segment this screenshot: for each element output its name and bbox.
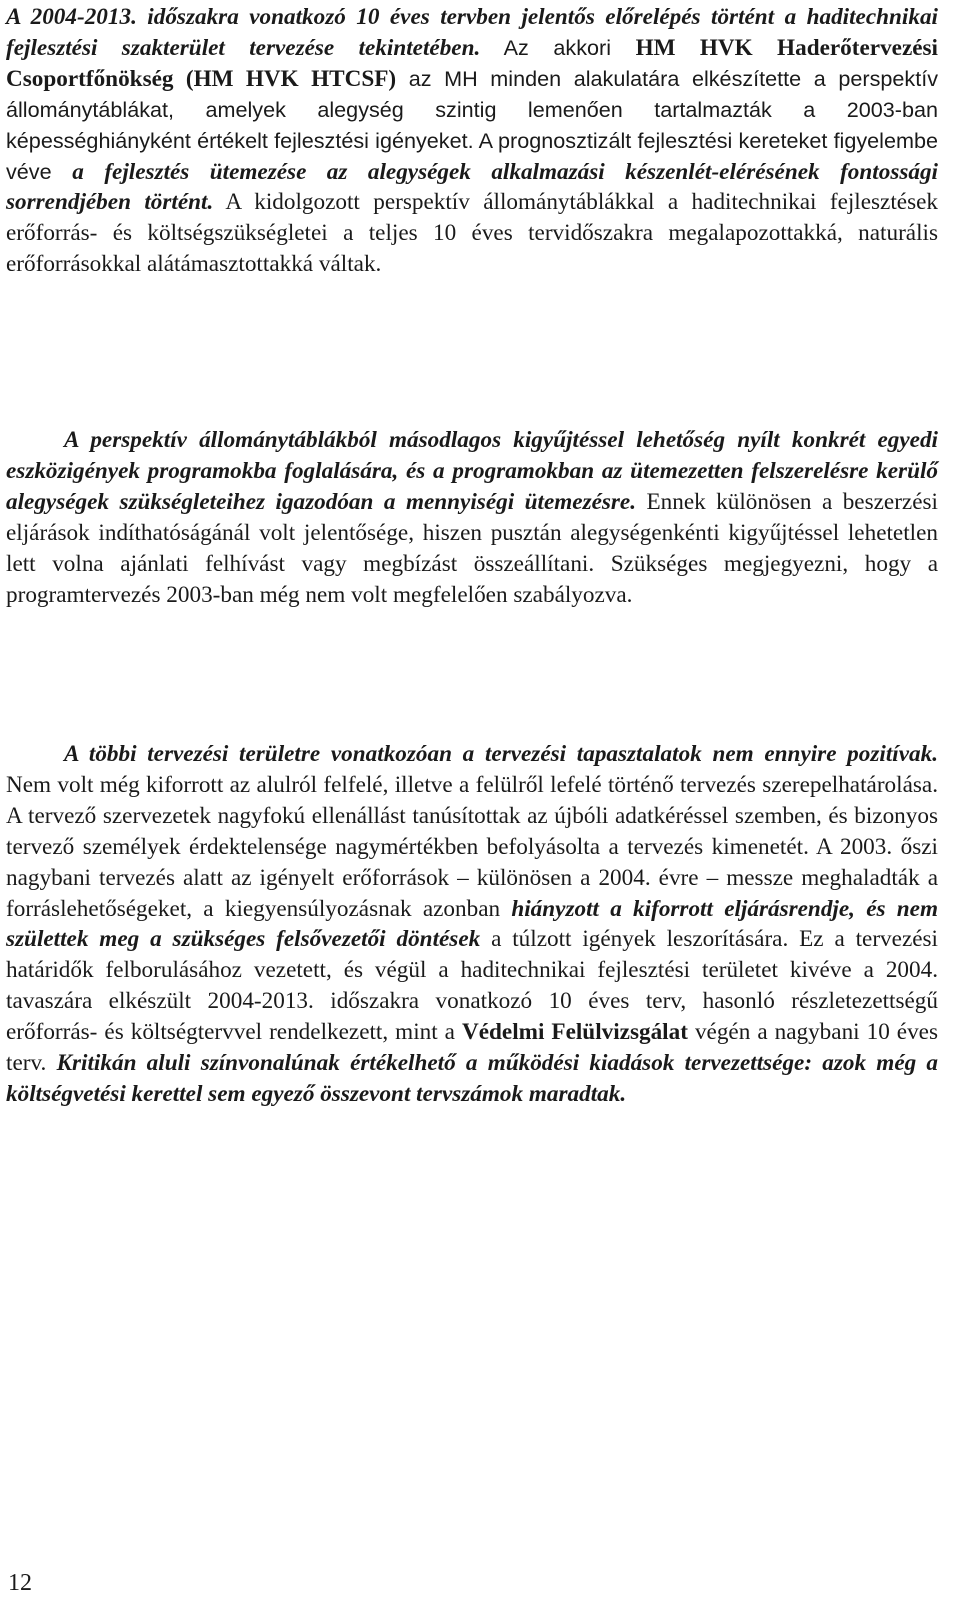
- p3-text-plain-2: a túlzott igények leszorítására. Ez a tervezési határidők felborulásához vezetett, és végül a haditechnikai fejlesztési területet kivéve a 2004. tavaszára elkészült 2004-2013. időszakra vonatkozó 10 éves terv, hasonló részletezettségű erőforrás- és költségtervvel rendelkezett, mint a: [6, 926, 938, 1046]
- p3-term-bold: Védelmi Felülvizsgálat: [461, 1019, 688, 1046]
- paragraph-1: [6, 2, 938, 280]
- p2-lead-bold-italic: A perspektív állománytáblákból másodlagos kigyűjtéssel lehetőség nyílt konkrét egyedi eszközigények programokba foglalására, és a programokban az ütemezetten felszerelésre kerülő alegységek szükségleteihez igazodóan a mennyiségi ütemezésre.: [6, 427, 938, 515]
- p3-emphasis-bold-italic: hiányzott a kiforrott eljárásrendje, és nem születtek meg a szükséges felsővezetői döntések: [6, 895, 938, 953]
- p2-text-plain: Ennek különösen a beszerzési eljárások indíthatóságánál volt jelentősége, hiszen pusztán alegységenkénti kigyűjtéssel lehetetlen lett volna ajánlati felhívást vagy megbízást összeállítani. Szükséges megjegyezni, hogy a programtervezés 2003-ban még nem volt megfelelően szabályozva.: [6, 488, 938, 608]
- p3-text-plain: Nem volt még kiforrott az alulról felfelé, illetve a felülről lefelé történő tervezés szerepelhatárolása. A tervező szervezetek nagyfokú ellenállást tanúsítottak az újbóli adatkéréssel szemben, és bizonyos tervező személyek érdektelensége nagymértékben befolyásolta a tervezés kimenetét. A 2003. őszi nagybani tervezés alatt az igényelt erőforrások – különösen a 2004. évre – messze meghaladták a forráslehetőségeket, a kiegyensúlyozásnak azonban: [6, 771, 938, 922]
- paragraph-3: [6, 739, 938, 1110]
- p1-text-sans-2: az MH minden alakulatára elkészítette a perspektív állománytáblákat, amelyek alegység szintig lemenően tartalmazták a 2003-ban képességhiányként értékelt fejlesztési igényeket. A prognosztizált fejlesztési kereteket figyelembe véve: [6, 65, 938, 184]
- p3-conclusion-bold-italic: Kritikán aluli színvonalúnak értékelhető a működési kiadások tervezettsége: azok még a költségvetési kerettel sem egyező összevont tervszámok maradtak.: [6, 1050, 939, 1107]
- p1-org-name-bold: HM HVK Haderőtervezési Csoportfőnökség (HM HVK HTCSF): [6, 34, 939, 92]
- page-number: 12: [8, 1570, 32, 1596]
- paragraph-2: [6, 425, 938, 610]
- p1-emphasis-bold-italic: a fejlesztés ütemezése az alegységek alkalmazási készenlét-elérésének fontossági sorrendjében történt.: [6, 158, 938, 216]
- p1-text-plain: A kidolgozott perspektív állománytáblákkal a haditechnikai fejlesztések erőforrás- és költségszükségletei a teljes 10 éves tervidőszakra megalapozottakká, naturális erőforrásokkal alátámasztottakká váltak.: [6, 189, 938, 278]
- p1-text-sans: Az akkori: [480, 34, 636, 60]
- p3-lead-bold-italic: A többi tervezési területre vonatkozóan a tervezési tapasztalatok nem ennyire pozitívak.: [64, 741, 938, 767]
- p3-text-plain-3: végén a nagybani 10 éves terv.: [6, 1019, 938, 1077]
- p1-lead-bold-italic: A 2004-2013. időszakra vonatkozó 10 éves tervben jelentős előrelépés történt a haditechnikai fejlesztési szakterület tervezése tekintetében.: [6, 4, 938, 61]
